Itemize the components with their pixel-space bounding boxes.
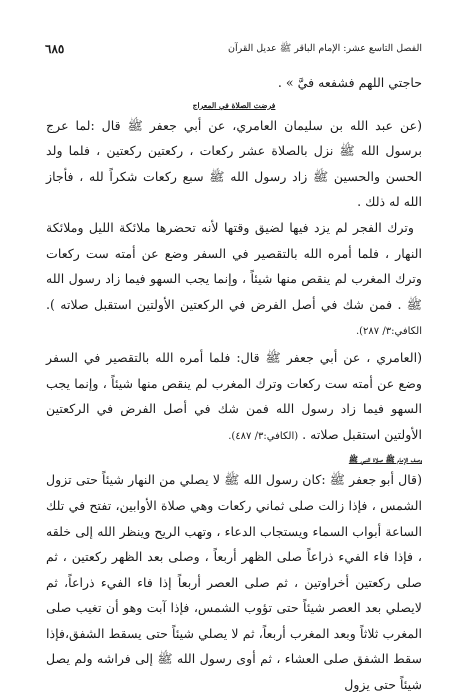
- chapter-title: الفصل التاسع عشر: الإمام الباقر ﷺ عديل القرآن: [228, 43, 422, 54]
- hadith-paragraph: (عن عبد الله بن سليمان العامري، عن أبي جعفر ﷺ قال :لما عرج برسول الله ﷺ نزل بالصلاة عشر ركعات ، ركعتين ركعتين ، فلما ولد الحسن والحسين ﷺ زاد رسول الله ﷺ سبع ركعات شكراً لله ، فأجاز الله له ذلك .: [46, 117, 422, 210]
- paragraph-text: وترك الفجر لم يزد فيها لضيق وقتها لأنه تحضرها ملائكة الليل وملائكة النهار ، فلما أمره الله بالتقصير في السفر وضع عن أمته ست ركعات وترك المغرب لم ينقص منها شيئاً ، وإنما يجب السهو فيما زاد رسول الله ﷺ . فمن شك في أصل الفرض في الركعتين الأولتين استقبل صلاته ).: [46, 219, 422, 312]
- hadith-paragraph: [46, 215, 422, 345]
- section-heading: وصف الإمام ﷺ صلاة النبي ﷺ: [348, 455, 422, 465]
- section-heading: فرضت الصلاة في المعراج: [192, 100, 276, 110]
- source-reference: الكافي:٣/ ٢٨٧).: [355, 326, 422, 338]
- page-header: [45, 41, 422, 57]
- hadith-paragraph: (قال أبو جعفر ﷺ :كان رسول الله ﷺ لا يصلي من النهار شيئاً حتى تزول الشمس ، فإذا زالت صلى ثماني ركعات وهي صلاة الأوابين، تفتح في تلك الساعة أبواب السماء ويستجاب الدعاء ، وتهب الريح وينظر الله إلى خلقه ، فإذا فاء الفيء ذراعاً صلى الظهر أربعاً ، وصلى بعد الظهر ركعتين ، ثم صلى ركعتين أخراوتين ، ثم صلى العصر أربعاً إذا فاء الفيء ذراعاً، ثم لايصلي بعد العصر شيئاً حتى تؤوب الشمس، فإذا آبت وهو أن تغيب صلى المغرب ثلاثاً وبعد المغرب أربعاً، ثم لا يصلي شيئاً حتى يسقط الشفق،فإذا سقط الشفق صلى العشاء ، ثم أوى رسول الله ﷺ إلى فراشه ولم يصل شيئاً حتى يزول: [46, 472, 422, 693]
- continued-line: حاجتي اللهم فشفعه فيَّ » .: [277, 75, 422, 90]
- page-body: [46, 70, 422, 698]
- hadith-paragraph: [46, 345, 422, 449]
- source-reference: (الكافي:٣/ ٤٨٧).: [228, 430, 299, 442]
- paragraph-text: (العامري ، عن أبي جعفر ﷺ قال: فلما أمره الله بالتقصير في السفر وضع عن أمته ست ركعات وترك المغرب لم ينقص منها شيئاً ، وإنما يجب السهو فيما زاد رسول الله فمن شك في أصل الفرض في الركعتين الأولتين استقبل صلاته .: [46, 349, 422, 442]
- page-number: ٦٨٥: [45, 42, 65, 56]
